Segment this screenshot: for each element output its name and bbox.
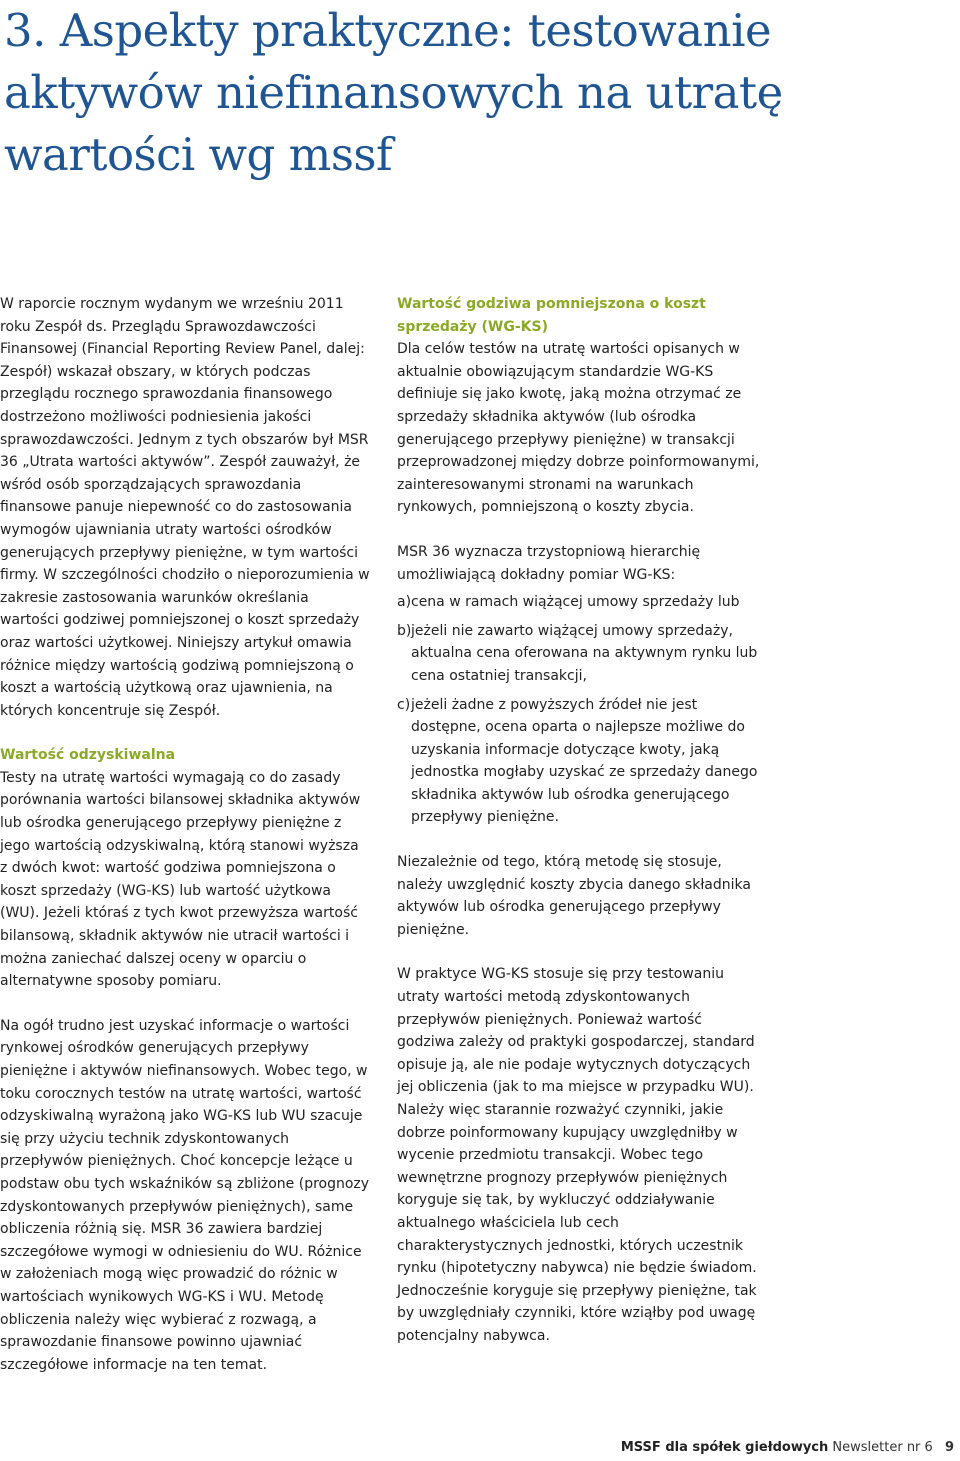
list-item [397,694,762,830]
intro-paragraph: W raporcie rocznym wydanym we wrześniu 2011 roku Zespół ds. Przeglądu Sprawozdawczości Finansowej (Financial Reporting Review Panel, dalej: Zespół) wskazał obszary, w których podczas przeglądu rocznego sprawozdania finansowego dostrzeżono możliwości podniesienia jakości sprawozdawczości. Jednym z tych obszarów był MSR 36 „Utrata wartości aktywów”. Zespół zauważył, że wśród osób sporządzających sprawozdania finansowe panuje niepewność co do zastosowania wymogów ujawniania utraty wartości ośrodków generujących przepływy pieniężne, w tym wartości firmy. W szczególności chodziło o nieporozumienia w zakresie zastosowania warunków określania wartości godziwej pomniejszonej o koszt sprzedaży oraz wartości użytkowej. Niniejszy artykuł omawia różnice między wartością godziwą pomniejszoną o koszt a wartością użytkową oraz ujawnienia, na których koncentruje się Zespół. [0,296,370,719]
list-item-text: jeżeli nie zawarto wiążącej umowy sprzedaży, aktualna cena oferowana na aktywnym rynku lub cena ostatniej transakcji, [411,622,758,684]
page-number: 9 [944,1440,954,1455]
list-item-text: cena w ramach wiążącej umowy sprzedaży lub [411,594,740,611]
list-item-label: c) [397,696,411,713]
section-heading-recoverable-value: Wartość odzyskiwalna [0,747,176,764]
page-footer [621,1440,954,1455]
footer-newsletter: Newsletter nr 6 [832,1440,933,1455]
disposal-costs-paragraph: Niezależnie od tego, którą metodę się stosuje, należy uwzględnić koszty zbycia danego składnika aktywów lub ośrodka generującego przepływy pieniężne. [397,854,751,938]
list-item [397,620,762,688]
list-item [397,591,762,614]
left-column [0,293,370,1376]
recoverable-value-paragraph: Testy na utratę wartości wymagają co do zasady porównania wartości bilansowej składnika aktywów lub ośrodka generującego przepływy pieniężne z jego wartością odzyskiwalną, którą stanowi wyższa z dwóch kwot: wartość godziwa pomniejszona o koszt sprzedaży (WG-KS) lub wartość użytkowa (WU). Jeżeli któraś z tych kwot przewyższa wartość bilansową, składnik aktywów nie utracił wartości i można zaniechać dalszej oceny w oparciu o alternatywne sposoby pomiaru. [0,769,361,990]
market-info-paragraph: Na ogół trudno jest uzyskać informacje o wartości rynkowej ośrodków generujących przepływy pieniężne i aktywów niefinansowych. Wobec tego, w toku corocznych testów na utratę wartości, wartość odzyskiwalną wyrażoną jako WG-KS lub WU szacuje się przy użyciu technik zdyskontowanych przepływów pieniężnych. Choć koncepcje leżące u podstaw obu tych wskaźników są zbliżone (prognozy zdyskontowanych przepływów pieniężnych), same obliczenia różnią się. MSR 36 zawiera bardziej szczegółowe wymogi w odniesieniu do WU. Różnice w założeniach mogą więc prowadzić do różnic w wartościach wynikowych WG-KS i WU. Metodę obliczenia należy więc wybierać z rozwagą, a sprawozdanie finansowe powinno ujawniać szczegółowe informacje na ten temat. [0,1017,370,1373]
page-title: 3. Aspekty praktyczne: testowanie aktywów niefinansowych na utratę wartości wg mssf [4,4,783,181]
right-column [397,293,762,1348]
hierarchy-list [397,591,762,829]
fair-value-definition-paragraph: Dla celów testów na utratę wartości opisanych w aktualnie obowiązującym standardzie WG-KS definiuje się jako kwotę, jaką można otrzymać ze sprzedaży składnika aktywów (lub ośrodka generującego przepływy pieniężne) w transakcji przeprowadzonej między dobrze poinformowanymi, zainteresowanymi stronami na warunkach rynkowych, pomniejszoną o koszty zbycia. [397,341,760,516]
hierarchy-intro-paragraph: MSR 36 wyznacza trzystopniową hierarchię umożliwiającą dokładny pomiar WG-KS: [397,543,701,583]
practice-paragraph: W praktyce WG-KS stosuje się przy testowaniu utraty wartości metodą zdyskontowanych przepływów pieniężnych. Ponieważ wartość godziwa zależy od praktyki gospodarczej, standard opisuje ją, ale nie podaje wytycznych dotyczących jej obliczenia (jak to ma miejsce w przypadku WU). Należy więc starannie rozważyć czynniki, jakie dobrze poinformowany kupujący uwzględniłby w wycenie przedmiotu transakcji. Wobec tego wewnętrzne prognozy przepływów pieniężnych koryguje się tak, by wykluczyć oddziaływanie aktualnego właściciela lub cech charakterystycznych jednostki, których uczestnik rynku (hipotetyczny nabywca) nie będzie świadom. Jednocześnie koryguje się przepływy pieniężne, tak by uwzględniały czynniki, które wziąłby pod uwagę potencjalny nabywca. [397,966,757,1344]
list-item-label: a) [397,594,412,611]
list-item-text: jeżeli żadne z powyższych źródeł nie jest dostępne, ocena oparta o najlepsze możliwe do uzyskania informacje dotyczące kwoty, jaką jednostka mogłaby uzyskać ze sprzedaży danego składnika aktywów lub ośrodka generującego przepływy pieniężne. [411,696,758,826]
footer-brand: MSSF dla spółek giełdowych [620,1440,829,1455]
section-heading-fair-value: Wartość godziwa pomniejszona o koszt sprzedaży (WG-KS) [397,296,706,335]
list-item-label: b) [397,622,412,639]
